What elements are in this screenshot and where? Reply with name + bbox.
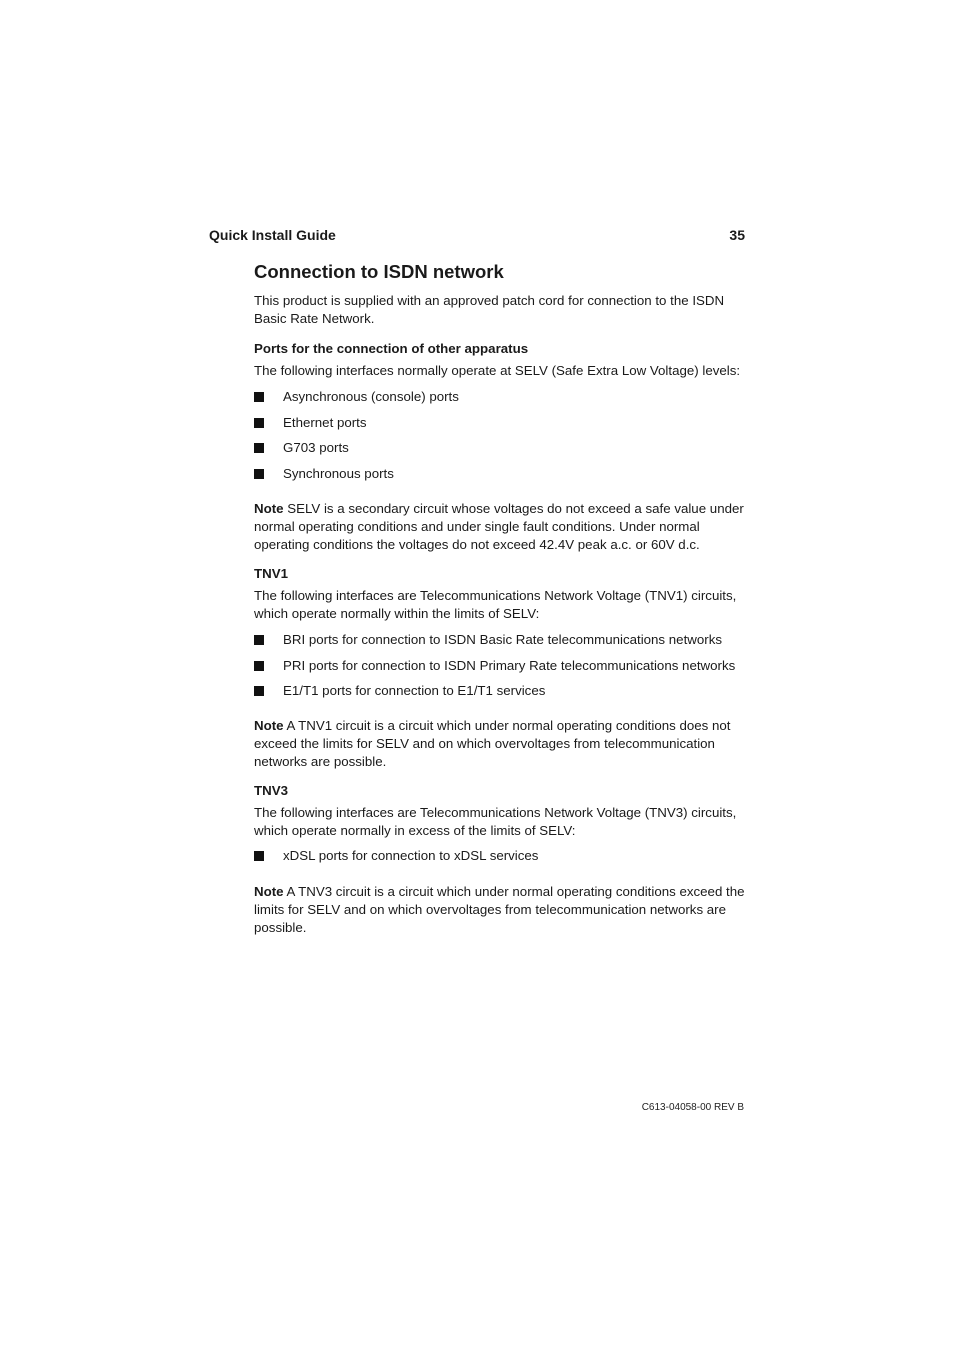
list-item: PRI ports for connection to ISDN Primary Rate telecommunications networks <box>254 657 746 675</box>
list-item: xDSL ports for connection to xDSL services <box>254 847 746 865</box>
note-label: Note <box>254 718 284 733</box>
selv-port-list <box>254 388 746 483</box>
bullet-square-icon <box>254 661 264 671</box>
selv-note: Note SELV is a secondary circuit whose voltages do not exceed a safe value under normal operating conditions and under single fault conditions. Under normal operating conditions the voltages do not exceed 42.4V peak a.c. or 60V d.c. <box>254 501 744 552</box>
section-heading: Connection to ISDN network <box>254 261 504 282</box>
list-item: BRI ports for connection to ISDN Basic Rate telecommunications networks <box>254 631 746 649</box>
bullet-square-icon <box>254 851 264 861</box>
bullet-square-icon <box>254 443 264 453</box>
list-item: E1/T1 ports for connection to E1/T1 services <box>254 682 746 700</box>
page-number: 35 <box>729 227 745 243</box>
list-item: Synchronous ports <box>254 465 746 483</box>
bullet-square-icon <box>254 469 264 479</box>
ports-heading: Ports for the connection of other apparatus <box>254 341 529 356</box>
tnv3-note: Note A TNV3 circuit is a circuit which under normal operating conditions exceed the limits for SELV and on which overvoltages from telecommunication networks are possible. <box>254 884 745 935</box>
list-item: G703 ports <box>254 439 746 457</box>
list-item: Asynchronous (console) ports <box>254 388 746 406</box>
page-content <box>254 260 746 937</box>
tnv1-note: Note A TNV1 circuit is a circuit which under normal operating conditions does not exceed the limits for SELV and on which overvoltages from telecommunication networks are possible. <box>254 718 731 769</box>
intro-paragraph: This product is supplied with an approved patch cord for connection to the ISDN Basic Rate Network. <box>254 293 725 326</box>
note-label: Note <box>254 884 284 899</box>
ports-intro: The following interfaces normally operate at SELV (Safe Extra Low Voltage) levels: <box>254 363 741 378</box>
note-label: Note <box>254 501 284 516</box>
bullet-square-icon <box>254 418 264 428</box>
tnv3-port-list <box>254 847 746 865</box>
bullet-square-icon <box>254 392 264 402</box>
bullet-square-icon <box>254 686 264 696</box>
list-item: Ethernet ports <box>254 414 746 432</box>
bullet-square-icon <box>254 635 264 645</box>
tnv1-intro: The following interfaces are Telecommunications Network Voltage (TNV1) circuits, which operate normally within the limits of SELV: <box>254 588 737 621</box>
document-code: C613-04058-00 REV B <box>641 1102 744 1113</box>
tnv3-intro: The following interfaces are Telecommunications Network Voltage (TNV3) circuits, which operate normally in excess of the limits of SELV: <box>254 805 737 838</box>
tnv1-heading: TNV1 <box>254 566 288 581</box>
tnv1-port-list <box>254 631 746 700</box>
page-header <box>209 227 745 247</box>
tnv3-heading: TNV3 <box>254 783 288 798</box>
guide-title: Quick Install Guide <box>209 227 336 243</box>
